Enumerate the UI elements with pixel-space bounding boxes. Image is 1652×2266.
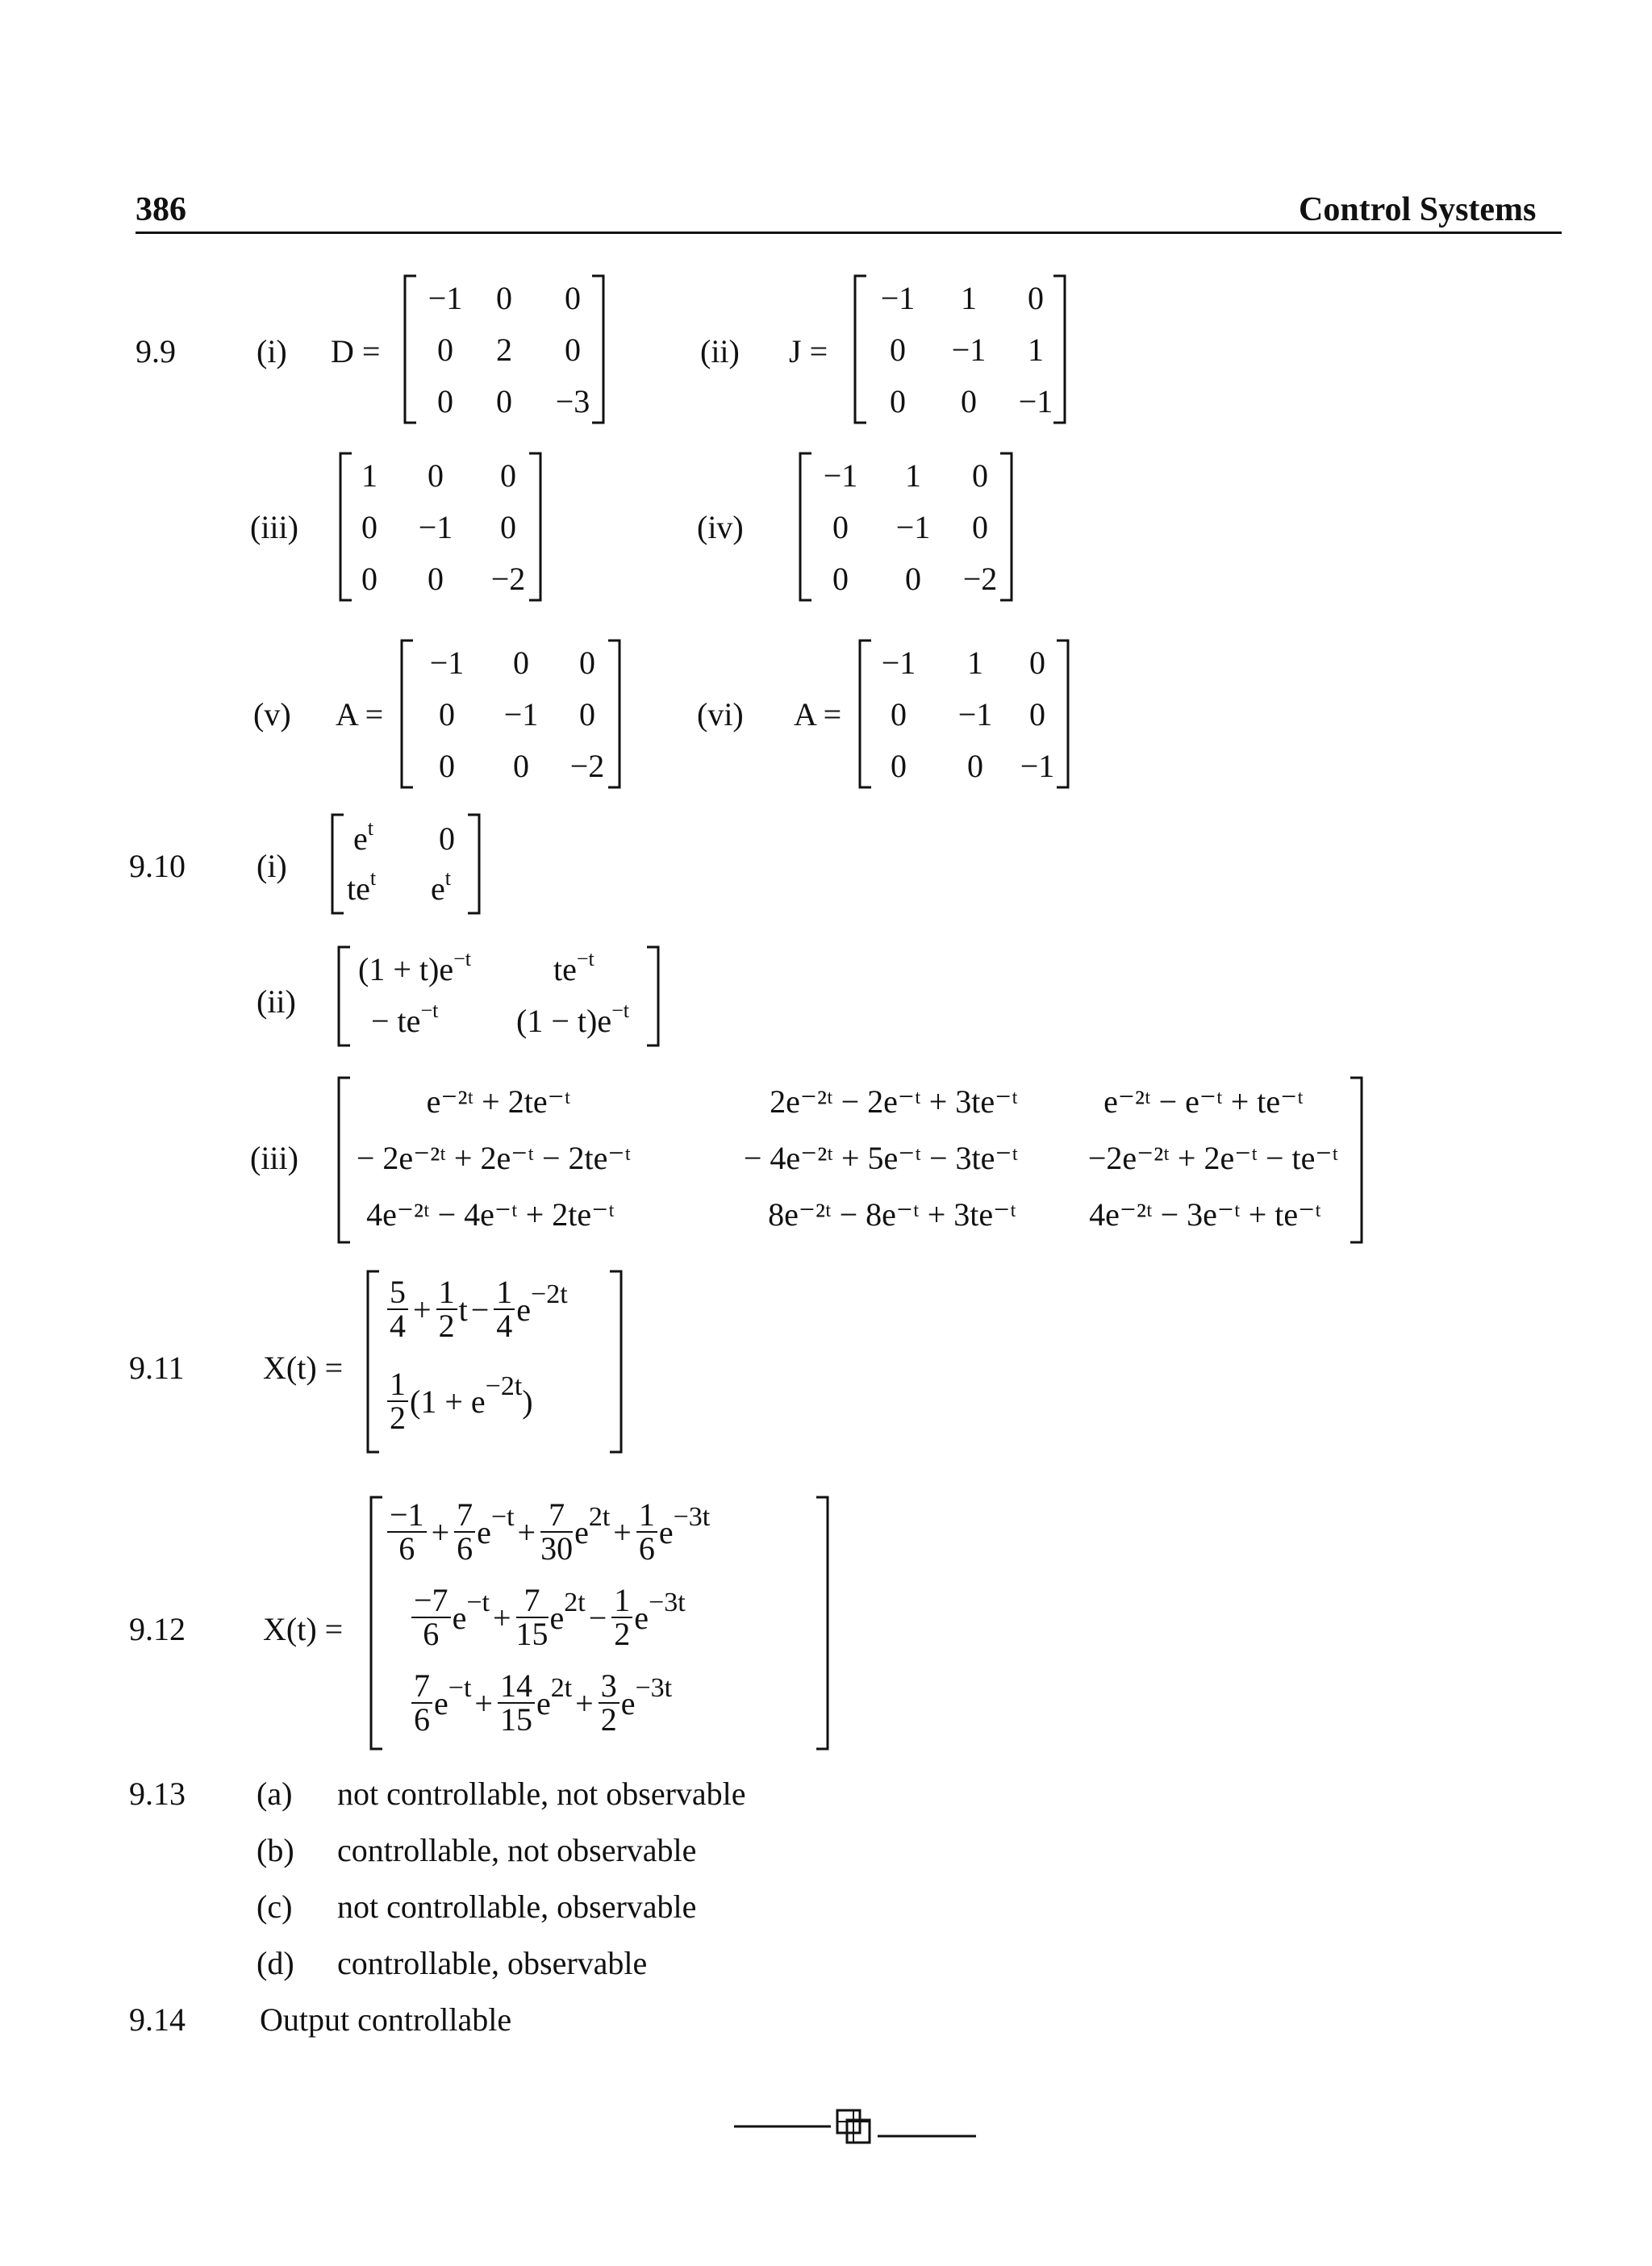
denominator: 6 [457, 1530, 473, 1567]
part-label: (ii) [257, 983, 296, 1020]
denominator: 2 [438, 1308, 455, 1344]
numerator: −7 [411, 1584, 451, 1618]
base: − te [371, 1003, 421, 1039]
exponent: −t [453, 947, 471, 970]
matrix-cell: −2e⁻²ᵗ + 2e⁻ᵗ − te⁻ᵗ [1087, 1140, 1339, 1176]
part-label: (vi) [697, 696, 744, 732]
base: e [477, 1513, 491, 1550]
part-label: (iii) [250, 1140, 298, 1176]
exponent: −t [576, 947, 594, 970]
equation-lhs: X(t) = [263, 1611, 344, 1647]
matrix-cell: −1 [418, 509, 453, 545]
fraction [498, 1667, 535, 1738]
base: e [452, 1599, 467, 1636]
matrix-cell: 0 [513, 645, 529, 681]
matrix-cell: −1 [1018, 383, 1053, 419]
problem-number-9-10: 9.10 [129, 848, 186, 884]
plus-sign: + [575, 1684, 594, 1721]
matrix-cell: 0 [437, 332, 453, 368]
matrix-9-10-i [331, 812, 481, 916]
numerator: −1 [387, 1499, 427, 1533]
numerator: 1 [494, 1276, 515, 1310]
base: e [634, 1599, 649, 1636]
equation-lhs: X(t) = [263, 1350, 344, 1386]
matrix-cell: −1 [1020, 748, 1055, 784]
matrix-cell: 2e⁻²ᵗ − 2e⁻ᵗ + 3te⁻ᵗ [770, 1083, 1018, 1120]
exponent: 2t [550, 1673, 573, 1703]
running-title: Control Systems [1299, 191, 1537, 228]
matrix-9-10-ii [337, 944, 660, 1049]
fraction [540, 1496, 574, 1567]
minus-sign: − [588, 1599, 607, 1636]
exponent: −2t [531, 1279, 568, 1309]
matrix-cell: 0 [565, 332, 581, 368]
matrix-cell [516, 999, 629, 1040]
matrix-cell: −1 [895, 509, 931, 545]
numerator: 14 [498, 1670, 535, 1704]
matrix-cell: 0 [513, 748, 529, 784]
denominator: 6 [398, 1530, 415, 1567]
fraction [387, 1496, 427, 1567]
matrix-cell: 0 [832, 509, 849, 545]
matrix-cell: 0 [891, 696, 907, 732]
numerator: 7 [540, 1499, 573, 1533]
denominator: 6 [423, 1616, 440, 1652]
denominator: 2 [600, 1701, 617, 1738]
matrix-cell [431, 866, 451, 908]
matrix-cell: −2 [569, 748, 605, 784]
end-ornament-icon [734, 2104, 976, 2152]
base: e [353, 820, 368, 857]
plus-sign: + [474, 1684, 493, 1721]
fraction [411, 1584, 451, 1650]
matrix-cell: 0 [437, 383, 453, 419]
matrix-cell: −1 [428, 280, 463, 316]
matrix-cell: −1 [823, 457, 858, 494]
plus-sign: + [517, 1513, 536, 1550]
vector-row-2 [386, 1368, 533, 1434]
matrix-cell [347, 866, 377, 908]
matrix-cell: 0 [496, 280, 512, 316]
denominator: 6 [638, 1530, 655, 1567]
base: e [536, 1684, 551, 1721]
answer-label: (a) [257, 1776, 293, 1812]
matrix-cell: −1 [503, 696, 539, 732]
matrix-cell: 0 [967, 748, 983, 784]
matrix-cell: 0 [891, 748, 907, 784]
exponent: t [367, 816, 373, 840]
matrix-cell: − 4e⁻²ᵗ + 5e⁻ᵗ − 3te⁻ᵗ [743, 1140, 1019, 1176]
numerator: 7 [411, 1670, 432, 1704]
matrix-cell: 0 [890, 383, 906, 419]
vector-row-1 [386, 1276, 568, 1342]
matrix-cell [353, 816, 373, 858]
base: e [516, 1291, 532, 1328]
denominator: 15 [515, 1616, 549, 1652]
matrix-cell [371, 999, 439, 1040]
variable: t [458, 1291, 468, 1328]
plus-sign: + [431, 1513, 450, 1550]
numerator: 3 [599, 1670, 620, 1704]
answer-label: (d) [257, 1945, 294, 1981]
fraction [516, 1584, 549, 1650]
problem-number-9-13: 9.13 [129, 1776, 186, 1812]
fraction [411, 1667, 432, 1738]
matrix-name: A = [794, 696, 842, 732]
answer-text: controllable, observable [337, 1945, 648, 1981]
exponent: 2t [588, 1502, 611, 1532]
matrix-cell: 0 [361, 509, 378, 545]
exponent: t [369, 866, 377, 890]
part-label: (iv) [697, 509, 744, 545]
plus-sign: + [413, 1291, 432, 1328]
matrix-vi [858, 637, 1070, 791]
numerator: 5 [387, 1276, 408, 1310]
base: e [434, 1684, 448, 1721]
matrix-cell: 0 [439, 696, 455, 732]
matrix-cell: 0 [565, 280, 581, 316]
problem-number-9-9: 9.9 [136, 333, 176, 369]
matrix-cell: −2 [490, 561, 526, 597]
matrix-cell: 0 [972, 457, 988, 494]
matrix-cell: 0 [1029, 696, 1045, 732]
numerator: 7 [516, 1584, 549, 1618]
base: (1 − t)e [516, 1003, 612, 1039]
matrix-cell: −2 [962, 561, 998, 597]
exponent: −t [611, 999, 629, 1022]
exponent: −t [490, 1502, 515, 1532]
matrix-cell: 0 [500, 509, 516, 545]
matrix-cell: 0 [1029, 645, 1045, 681]
numerator: 1 [387, 1368, 408, 1402]
fraction [611, 1584, 632, 1650]
numerator: 1 [636, 1499, 657, 1533]
matrix-cell: 1 [1028, 332, 1044, 368]
answer-label: (c) [257, 1888, 293, 1925]
matrix-d [403, 273, 605, 426]
exponent: −t [448, 1673, 472, 1703]
matrix-cell: 0 [905, 561, 921, 597]
paren-close: ) [522, 1383, 533, 1420]
matrix-j [853, 273, 1066, 426]
matrix-cell: 0 [890, 332, 906, 368]
base: e [620, 1684, 636, 1721]
matrix-cell: 1 [967, 645, 983, 681]
vector-row-1 [386, 1496, 711, 1567]
exponent: −3t [635, 1673, 673, 1703]
plus-sign: + [492, 1599, 511, 1636]
fraction [454, 1496, 475, 1567]
matrix-cell: 0 [832, 561, 849, 597]
answer-text: controllable, not observable [337, 1832, 697, 1868]
vector-9-11 [366, 1268, 623, 1455]
numerator: 1 [436, 1276, 457, 1310]
matrix-cell: 0 [361, 561, 378, 597]
part-label: (ii) [700, 333, 740, 369]
matrix-9-10-iii [337, 1075, 1365, 1246]
vector-9-12 [369, 1494, 829, 1752]
numerator: 1 [611, 1584, 632, 1618]
base: e [658, 1513, 674, 1550]
matrix-iv [799, 450, 1013, 603]
matrix-cell: −1 [881, 645, 916, 681]
matrix-cell: 1 [961, 280, 977, 316]
page-number: 386 [136, 191, 186, 228]
base: te [347, 870, 370, 907]
matrix-name: A = [336, 696, 384, 732]
fraction [387, 1368, 408, 1434]
vector-row-2 [410, 1584, 686, 1650]
matrix-cell: 0 [428, 561, 444, 597]
matrix-cell [553, 947, 594, 988]
minus-sign: − [470, 1291, 490, 1328]
matrix-cell: − 2e⁻²ᵗ + 2e⁻ᵗ − 2te⁻ᵗ [356, 1140, 632, 1176]
fraction [636, 1496, 657, 1567]
paren-expression: (1 + e [410, 1383, 486, 1420]
matrix-cell: −1 [951, 332, 987, 368]
matrix-cell: −3 [555, 383, 590, 419]
exponent: t [444, 866, 451, 890]
exponent: −t [466, 1588, 490, 1617]
matrix-cell: 1 [905, 457, 921, 494]
base: e [574, 1513, 589, 1550]
part-label: (i) [257, 848, 287, 884]
exponent: −2t [485, 1371, 523, 1401]
denominator: 6 [414, 1701, 430, 1738]
fraction [599, 1667, 620, 1738]
matrix-cell: −1 [880, 280, 916, 316]
base: (1 + t)e [358, 951, 454, 987]
base: e [431, 870, 445, 907]
answer-label: (b) [257, 1832, 294, 1868]
part-label: (iii) [250, 509, 298, 545]
part-label: (v) [253, 696, 291, 732]
matrix-cell: −1 [957, 696, 993, 732]
fraction [387, 1276, 408, 1342]
matrix-cell [358, 947, 471, 988]
denominator: 30 [540, 1530, 574, 1567]
matrix-cell: 0 [961, 383, 977, 419]
denominator: 15 [499, 1701, 532, 1738]
problem-number-9-14: 9.14 [129, 2001, 186, 2038]
matrix-cell: e⁻²ᵗ + 2te⁻ᵗ [426, 1083, 571, 1120]
matrix-name: D = [331, 333, 381, 369]
answer-text: Output controllable [260, 2001, 512, 2038]
exponent: 2t [564, 1588, 586, 1617]
denominator: 2 [390, 1400, 406, 1436]
matrix-cell: 0 [500, 457, 516, 494]
matrix-cell: e⁻²ᵗ − e⁻ᵗ + te⁻ᵗ [1103, 1083, 1304, 1120]
matrix-cell: 0 [439, 748, 455, 784]
problem-number-9-12: 9.12 [129, 1611, 186, 1647]
numerator: 7 [454, 1499, 475, 1533]
header-rule [136, 232, 1562, 234]
matrix-cell: −1 [429, 645, 465, 681]
matrix-cell: 4e⁻²ᵗ − 4e⁻ᵗ + 2te⁻ᵗ [366, 1196, 615, 1233]
matrix-cell: 0 [972, 509, 988, 545]
matrix-cell: 0 [496, 383, 512, 419]
exponent: −3t [649, 1588, 686, 1617]
part-label: (i) [257, 333, 287, 369]
plus-sign: + [613, 1513, 632, 1550]
fraction [436, 1276, 457, 1342]
matrix-name: J = [789, 333, 828, 369]
matrix-cell: 0 [1028, 280, 1044, 316]
matrix-iii [339, 450, 542, 603]
exponent: −t [420, 999, 439, 1022]
answer-text: not controllable, not observable [337, 1776, 746, 1812]
matrix-cell: 1 [361, 457, 378, 494]
answer-text: not controllable, observable [337, 1888, 697, 1925]
vector-row-3 [410, 1667, 673, 1738]
matrix-cell: 2 [496, 332, 512, 368]
problem-number-9-11: 9.11 [129, 1350, 185, 1386]
denominator: 4 [496, 1308, 513, 1344]
matrix-cell: 8e⁻²ᵗ − 8e⁻ᵗ + 3te⁻ᵗ [768, 1196, 1016, 1233]
matrix-cell: 0 [439, 820, 455, 857]
matrix-v [400, 637, 621, 791]
matrix-cell: 0 [428, 457, 444, 494]
exponent: −3t [673, 1502, 711, 1532]
matrix-cell: 0 [579, 696, 595, 732]
denominator: 2 [614, 1616, 631, 1652]
matrix-cell: 0 [579, 645, 595, 681]
base: e [549, 1599, 565, 1636]
base: te [553, 951, 577, 987]
denominator: 4 [390, 1308, 406, 1344]
fraction [494, 1276, 515, 1342]
matrix-cell: 4e⁻²ᵗ − 3e⁻ᵗ + te⁻ᵗ [1089, 1196, 1321, 1233]
